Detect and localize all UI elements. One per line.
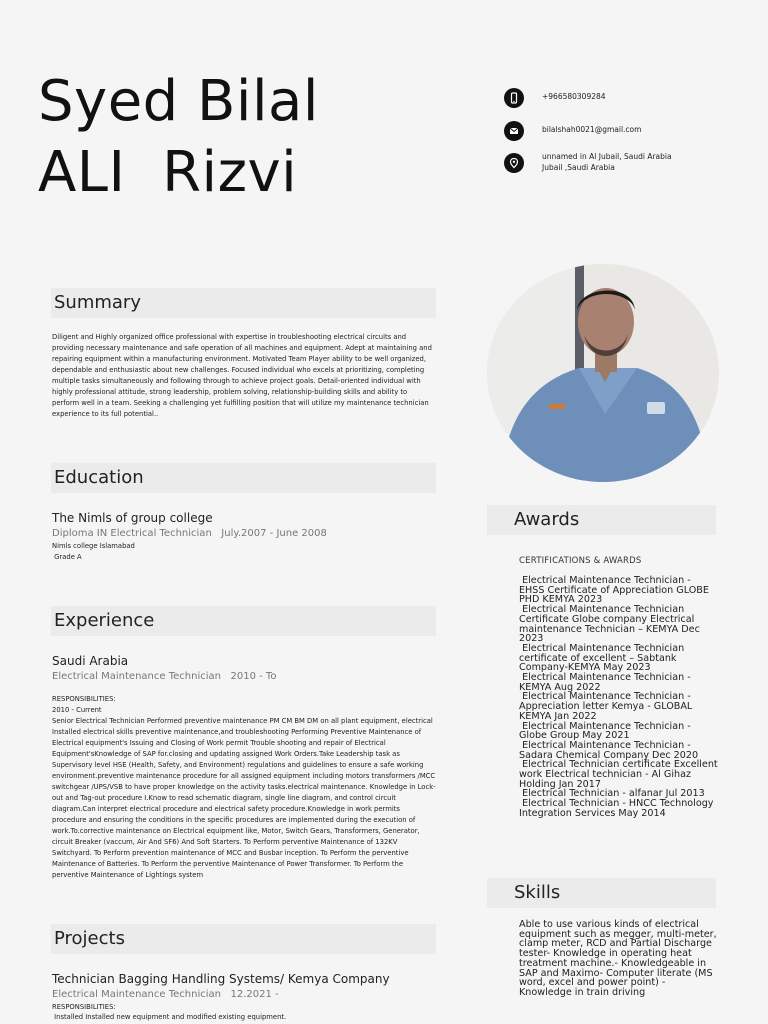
award-item: Electrical Maintenance Technician - Appreciation letter Kemya - GLOBAL KEMYA Jan 2022 (519, 691, 696, 722)
projects-heading: Projects (51, 924, 436, 954)
award-item: Electrical Maintenance Technician - KEMYA Aug 2022 (519, 672, 694, 693)
education-location: Nimls college Islamabad (52, 542, 135, 550)
experience-location: Saudi Arabia (52, 654, 129, 668)
experience-text: Senior Electrical Technician Performed preventive maintenance PM CM BM DM on all plant equipment, electrical Installed electrical skills preventive maintenance,and troubleshooting Performing Preventive Maintenance of Electrical equipment's Issuing and Closing of Work permit Trouble shooting and repair of Electrical Equipment'sKnowledge of SAP for.closing and updating assigned Work Orders.Take Leadership task as Supervisory level HSE (Health, Safety, and Environment) regulations and guidelines to ensure a safe working environment.preventive maintenance procedure for all assigned equipment including motors transformers /MCC switchgear /UPS/VSB to have proper knowledge on the activity tasks.electrical maintenance. Knowledge in Lock-out and Tag-out procedure I.Know to read schematic diagram, single line diagram, and control circuit diagram.Can interpret electrical procedure and electrical safety procedure.Knowledge in work permits procedure and ensuring the conditions in the specific procedures are implemented during the execution of work.To.corrective maintenance on Electrical equipment like, Motor, Switch Gears, Transformers, Generator, circuit Breaker (vaccum, Air And SF6) And Soft Starters. To Perform perventive Maintenance of 132KV Switchyard. To Perform prevention maintenance of MCC and Busbar inception. To Perform the perventive Maintenance of Batteries. To Perform the perventive Maintenance of Power Transformer. To Perform the perventive Maintenance of Lightings system (52, 717, 436, 879)
award-item: Electrical Maintenance Technician - Globe Group May 2021 (519, 720, 694, 742)
experience-role: Electrical Maintenance Technician 2010 - To (52, 671, 277, 682)
name-line-2: ALI Rizvi (38, 140, 298, 205)
phone-text: +966580309284 (542, 92, 606, 101)
award-item: Electrical Technician - HNCC Technology Integration Services May 2014 (519, 798, 717, 819)
skills-text: Able to use various kinds of electrical equipment such as megger, multi-meter, clamp meter, RCD and Partial Discharge tester- Knowledge in operating heat treatment machine.- Knowledgeable in SAP and Maximo- Computer literate (MS word, excel and power point) - Knowledge in train driving (519, 919, 717, 998)
contact-phone (504, 88, 744, 108)
profile-photo-illustration (487, 264, 719, 482)
education-grade: Grade A (52, 553, 82, 561)
awards-list (519, 576, 719, 819)
awards-heading: Awards (487, 505, 716, 535)
email-text: bilalshah0021@gmail.com (542, 125, 642, 134)
name-line-1: Syed Bilal (38, 69, 319, 134)
contact-email (504, 121, 744, 141)
address-text (542, 151, 672, 173)
phone-icon (504, 88, 524, 108)
experience-heading: Experience (51, 606, 436, 636)
project-text: Installed Installed new equipment and modified existing equipment. (52, 1013, 287, 1021)
email-icon (504, 121, 524, 141)
award-item: Electrical Maintenance Technician - Sadara Chemical Company Dec 2020 (519, 739, 699, 761)
award-item: Electrical Technician certificate Excellent work Electrical technician - Al Gihaz Holding Jan 2017 (519, 759, 721, 790)
awards-title: CERTIFICATIONS & AWARDS (519, 556, 642, 566)
project-role: Electrical Maintenance Technician 12.2021 - (52, 989, 279, 1000)
summary-text: Diligent and Highly organized office professional with expertise in troubleshooting electrical circuits and providing necessary maintenance and safe operation of all machines and equipment. Adept at maintaining and repairing equipment within a manufacturing environment. Motivated Team Player ability to be well organized, dependable and enthusiastic about new challenges. Focused individual who excels at prioritizing, completing multiple tasks simultaneously and following through to achieve project goals. Detail-oriented individual with highly professional attitude, strong leadership, problem solving, relationship-building skills and ability to perform well in a team. Seeking a challenging yet fulfilling position that will utilize my maintenance technician experience to its full potential.. (52, 333, 432, 418)
address-line-2: Jubail ,Saudi Arabia (542, 163, 615, 172)
project-resp-label: RESPONSIBILITIES: (52, 1003, 116, 1011)
experience-period: 2010 - Current (52, 706, 102, 714)
candidate-name (38, 66, 319, 208)
project-title: Technician Bagging Handling Systems/ Kemya Company (52, 972, 390, 986)
contact-address (504, 153, 744, 173)
address-line-1: unnamed in Al Jubail, Saudi Arabia (542, 152, 672, 161)
education-degree: Diploma IN Electrical Technician July.2007 - June 2008 (52, 528, 327, 539)
award-item: Electrical Maintenance Technician - EHSS Certificate of Appreciation GLOBE PHD KEMYA 2023 (519, 575, 713, 606)
experience-resp-label: RESPONSIBILITIES: (52, 695, 116, 703)
location-icon (504, 153, 524, 173)
education-heading: Education (51, 463, 436, 493)
summary-heading: Summary (51, 288, 436, 318)
award-item: Electrical Maintenance Technician Certificate Globe company Electrical maintenance Technician – KEMYA Dec 2023 (519, 604, 703, 645)
skills-heading: Skills (487, 878, 716, 908)
award-item: Electrical Technician - alfanar Jul 2013 (519, 788, 705, 800)
education-institution: The Nimls of group college (52, 511, 213, 525)
profile-photo (487, 264, 719, 482)
award-item: Electrical Maintenance Technician certificate of excellent – Sabtank Company-KEMYA May 2023 (519, 642, 688, 674)
